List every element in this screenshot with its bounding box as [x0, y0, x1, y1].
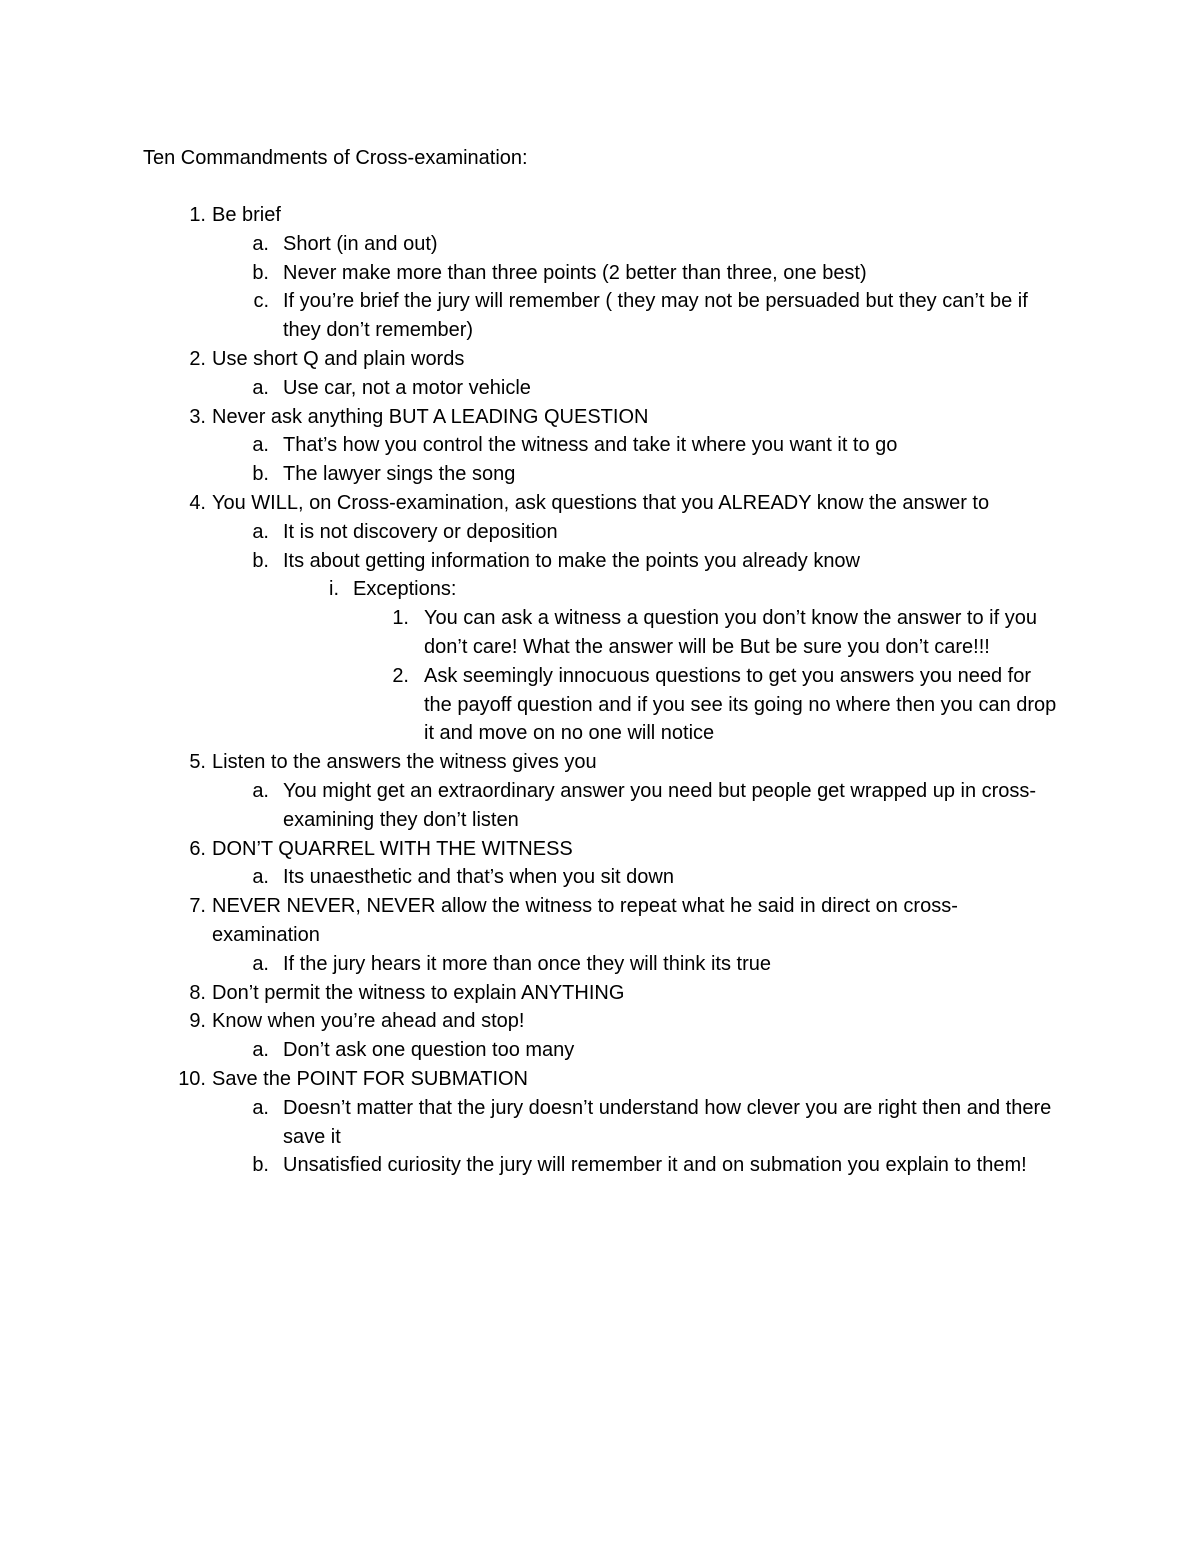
exception-heading-text: Exceptions:	[353, 578, 457, 601]
commandments-list	[0, 201, 1200, 1180]
commandment-text: Listen to the answers the witness gives you	[212, 751, 597, 774]
commandment-text: Use short Q and plain words	[212, 347, 465, 370]
list-marker: 5.	[189, 751, 206, 774]
list-marker: a.	[252, 866, 269, 889]
sub-point-text: Short (in and out)	[283, 232, 438, 255]
commandment	[0, 835, 1200, 864]
commandment-text: Never ask anything BUT A LEADING QUESTION	[212, 405, 649, 428]
sub-point	[0, 1094, 1200, 1152]
exception-item-text: You can ask a witness a question you don’t know the answer to if you don’t care! What the answer will be But be sure you don’t care!!!	[424, 607, 1037, 658]
sub-point	[0, 374, 1200, 403]
sub-point-text: Never make more than three points (2 better than three, one best)	[283, 261, 867, 284]
list-marker: a.	[252, 779, 269, 802]
commandment-text: Be brief	[212, 204, 281, 226]
commandment-text: Save the POINT FOR SUBMATION	[212, 1067, 528, 1090]
commandment-text: DON’T QUARREL WITH THE WITNESS	[212, 837, 573, 860]
list-marker: i.	[329, 578, 339, 601]
list-marker: 4.	[189, 491, 206, 514]
sub-point	[0, 460, 1200, 489]
exception-item	[0, 604, 1200, 662]
list-marker: 7.	[189, 895, 206, 918]
list-marker: a.	[252, 376, 269, 399]
sub-point	[0, 547, 1200, 576]
sub-point	[0, 777, 1200, 835]
list-marker: a.	[252, 952, 269, 975]
sub-point	[0, 287, 1200, 345]
list-marker: 3.	[189, 405, 206, 428]
sub-point-text: Use car, not a motor vehicle	[283, 376, 531, 399]
list-marker: b.	[252, 549, 269, 572]
list-marker: 9.	[189, 1010, 206, 1033]
list-marker: 1.	[392, 607, 409, 630]
commandment-text: You WILL, on Cross-examination, ask questions that you ALREADY know the answer to	[212, 491, 990, 514]
list-marker: 1.	[189, 204, 206, 226]
commandment	[0, 345, 1200, 374]
sub-point-text: The lawyer sings the song	[283, 463, 516, 486]
commandment	[0, 1007, 1200, 1036]
list-marker: a.	[252, 520, 269, 543]
sub-point-text: Don’t ask one question too many	[283, 1039, 575, 1062]
exception-item	[0, 662, 1200, 748]
list-marker: a.	[252, 232, 269, 255]
exception-heading	[0, 575, 1200, 604]
sub-point	[0, 230, 1200, 259]
list-marker: 6.	[189, 837, 206, 860]
commandment	[0, 489, 1200, 518]
commandment	[0, 1065, 1200, 1094]
commandment-text: Don’t permit the witness to explain ANYTHING	[212, 981, 625, 1004]
list-marker: c.	[253, 290, 269, 313]
commandment-text: NEVER NEVER, NEVER allow the witness to repeat what he said in direct on cross-examination	[212, 895, 958, 946]
commandment-text: Know when you’re ahead and stop!	[212, 1010, 525, 1033]
commandment	[0, 201, 1200, 230]
commandment	[0, 748, 1200, 777]
list-marker: 10.	[178, 1067, 206, 1090]
list-marker: b.	[252, 1154, 269, 1177]
sub-point	[0, 518, 1200, 547]
sub-point	[0, 259, 1200, 288]
sub-point	[0, 1151, 1200, 1180]
sub-point-text: That’s how you control the witness and take it where you want it to go	[283, 434, 898, 457]
sub-point-text: Its about getting information to make the points you already know	[283, 549, 861, 572]
sub-point-text: It is not discovery or deposition	[283, 520, 558, 543]
sub-point-text: If you’re brief the jury will remember ( they may not be persuaded but they can’t be if they don’t remember)	[283, 290, 1028, 342]
sub-point-text: You might get an extraordinary answer you need but people get wrapped up in cross-examining they don’t listen	[283, 779, 1037, 831]
commandment	[0, 403, 1200, 432]
commandment	[0, 979, 1200, 1008]
exception-item-text: Ask seemingly innocuous questions to get you answers you need for the payoff question and if you see its going no where then you can drop it and move on no one will notice	[424, 664, 1057, 745]
sub-point-text: Unsatisfied curiosity the jury will remember it and on submation you explain to them!	[283, 1154, 1027, 1177]
sub-point-text: Doesn’t matter that the jury doesn’t understand how clever you are right then and there save it	[283, 1096, 1052, 1148]
list-marker: 8.	[189, 981, 206, 1004]
list-marker: b.	[252, 463, 269, 486]
sub-point	[0, 863, 1200, 892]
sub-point-text: If the jury hears it more than once they will think its true	[283, 952, 771, 975]
document-title: Ten Commandments of Cross-examination:	[143, 147, 528, 169]
list-marker: b.	[252, 261, 269, 284]
sub-point	[0, 431, 1200, 460]
list-marker: a.	[252, 434, 269, 457]
sub-point-text: Its unaesthetic and that’s when you sit down	[283, 866, 674, 889]
sub-point	[0, 1036, 1200, 1065]
sub-point	[0, 950, 1200, 979]
list-marker: 2.	[189, 347, 206, 370]
list-marker: a.	[252, 1039, 269, 1062]
list-marker: 2.	[392, 664, 409, 687]
list-marker: a.	[252, 1096, 269, 1119]
commandment	[0, 892, 1200, 950]
